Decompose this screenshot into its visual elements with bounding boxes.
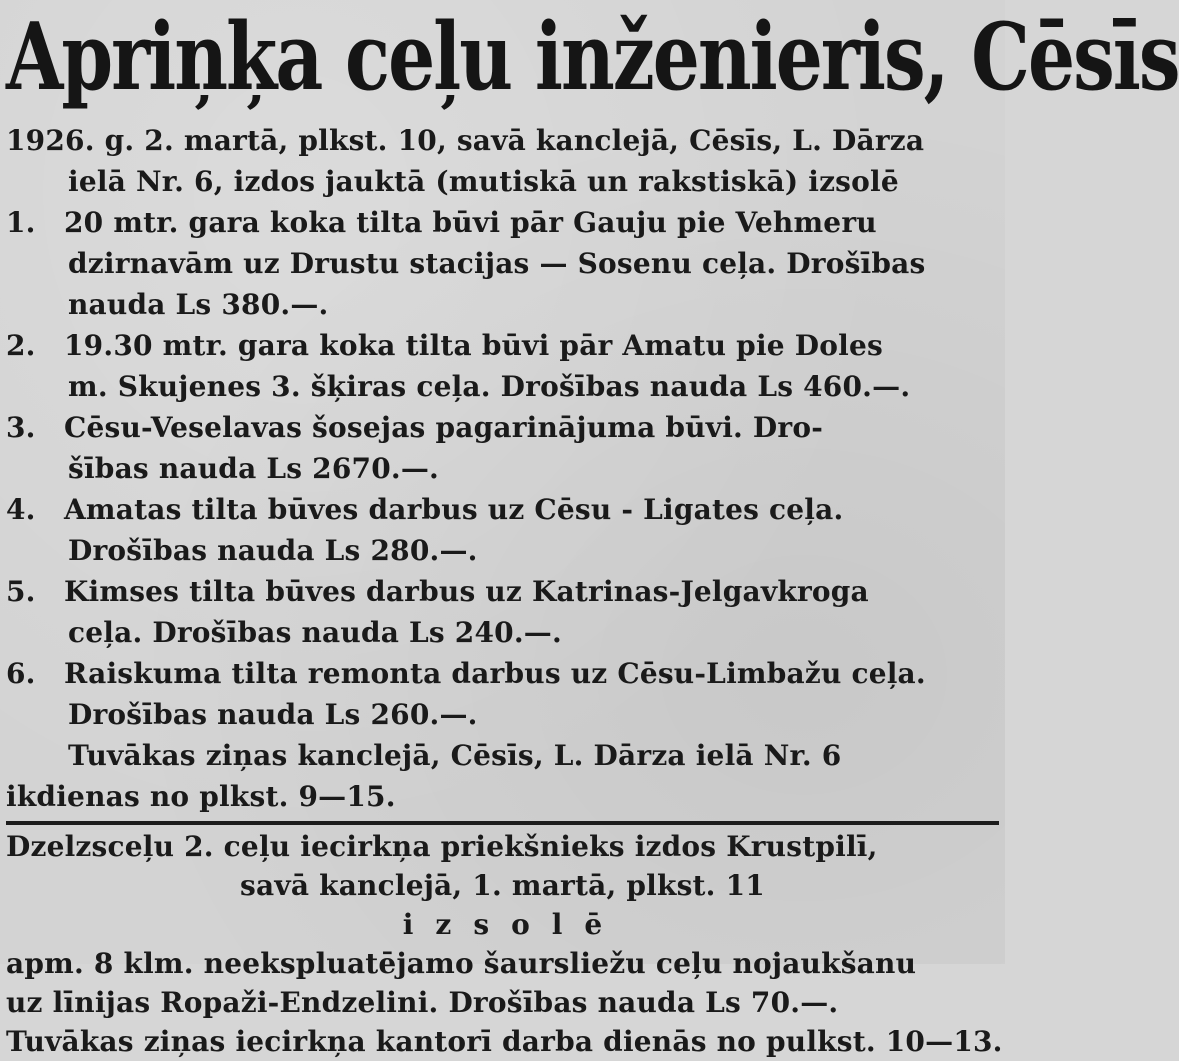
item-text: dzirnavām uz Drustu stacijas — Sosenu ceļa. Drošības <box>68 247 926 280</box>
tender-item-2 <box>6 325 999 407</box>
railway-line-5: Tuvākas ziņas iecirkņa kantorī darba dienās no pulkst. 10—13. <box>6 1025 1003 1058</box>
tender-item-4 <box>6 489 999 571</box>
item-text: 20 mtr. gara koka tilta būvi pār Gauju pie Vehmeru <box>64 206 877 239</box>
item-text: m. Skujenes 3. šķiras ceļa. Drošības nauda Ls 460.—. <box>68 370 911 403</box>
intro-line-2: ielā Nr. 6, izdos jauktā (mutiskā un rakstiskā) izsolē <box>68 165 899 198</box>
tender-item-5 <box>6 571 999 653</box>
item-text: ceļa. Drošības nauda Ls 240.—. <box>68 616 562 649</box>
item-number: 4. <box>6 493 36 526</box>
item-text: Drošības nauda Ls 260.—. <box>68 698 478 731</box>
item-text: 19.30 mtr. gara koka tilta būvi pār Amatu pie Doles <box>64 329 883 362</box>
divider-rule <box>6 821 999 825</box>
tender-notice-roads <box>6 120 999 817</box>
railway-line-2: savā kanclejā, 1. martā, plkst. 11 <box>240 869 765 902</box>
item-text: Amatas tilta būves darbus uz Cēsu - Ligates ceļa. <box>64 493 844 526</box>
closing-line-1: Tuvākas ziņas kanclejā, Cēsīs, L. Dārza ielā Nr. 6 <box>68 739 842 772</box>
item-number: 3. <box>6 411 36 444</box>
item-number: 6. <box>6 657 36 690</box>
tender-item-1 <box>6 202 999 325</box>
closing-line-2: ikdienas no plkst. 9—15. <box>6 780 396 813</box>
tender-item-3 <box>6 407 999 489</box>
item-text: šības nauda Ls 2670.—. <box>68 452 439 485</box>
item-text: Kimses tilta būves darbus uz Katrinas-Jelgavkroga <box>64 575 869 608</box>
auction-word: izsolē <box>402 908 625 941</box>
railway-line-4: uz līnijas Ropaži-Endzelini. Drošības nauda Ls 70.—. <box>6 986 839 1019</box>
item-text: Cēsu-Veselavas šosejas pagarinājuma būvi. Dro- <box>64 411 824 444</box>
item-number: 2. <box>6 329 36 362</box>
item-number: 5. <box>6 575 36 608</box>
notice-title: Apriņķa ceļu inženieris, Cēsīs <box>6 3 1179 112</box>
item-text: Raiskuma tilta remonta darbus uz Cēsu-Limbažu ceļa. <box>64 657 926 690</box>
railway-line-1: Dzelzsceļu 2. ceļu iecirkņa priekšnieks izdos Krustpilī, <box>6 830 878 863</box>
item-text: nauda Ls 380.—. <box>68 288 329 321</box>
tender-item-6 <box>6 653 999 735</box>
item-text: Drošības nauda Ls 280.—. <box>68 534 478 567</box>
railway-line-3: apm. 8 klm. neekspluatējamo šaursliežu ceļu nojaukšanu <box>6 947 917 980</box>
intro-line-1: 1926. g. 2. martā, plkst. 10, savā kanclejā, Cēsīs, L. Dārza <box>6 124 925 157</box>
item-number: 1. <box>6 206 36 239</box>
tender-notice-railway <box>6 827 1003 1061</box>
